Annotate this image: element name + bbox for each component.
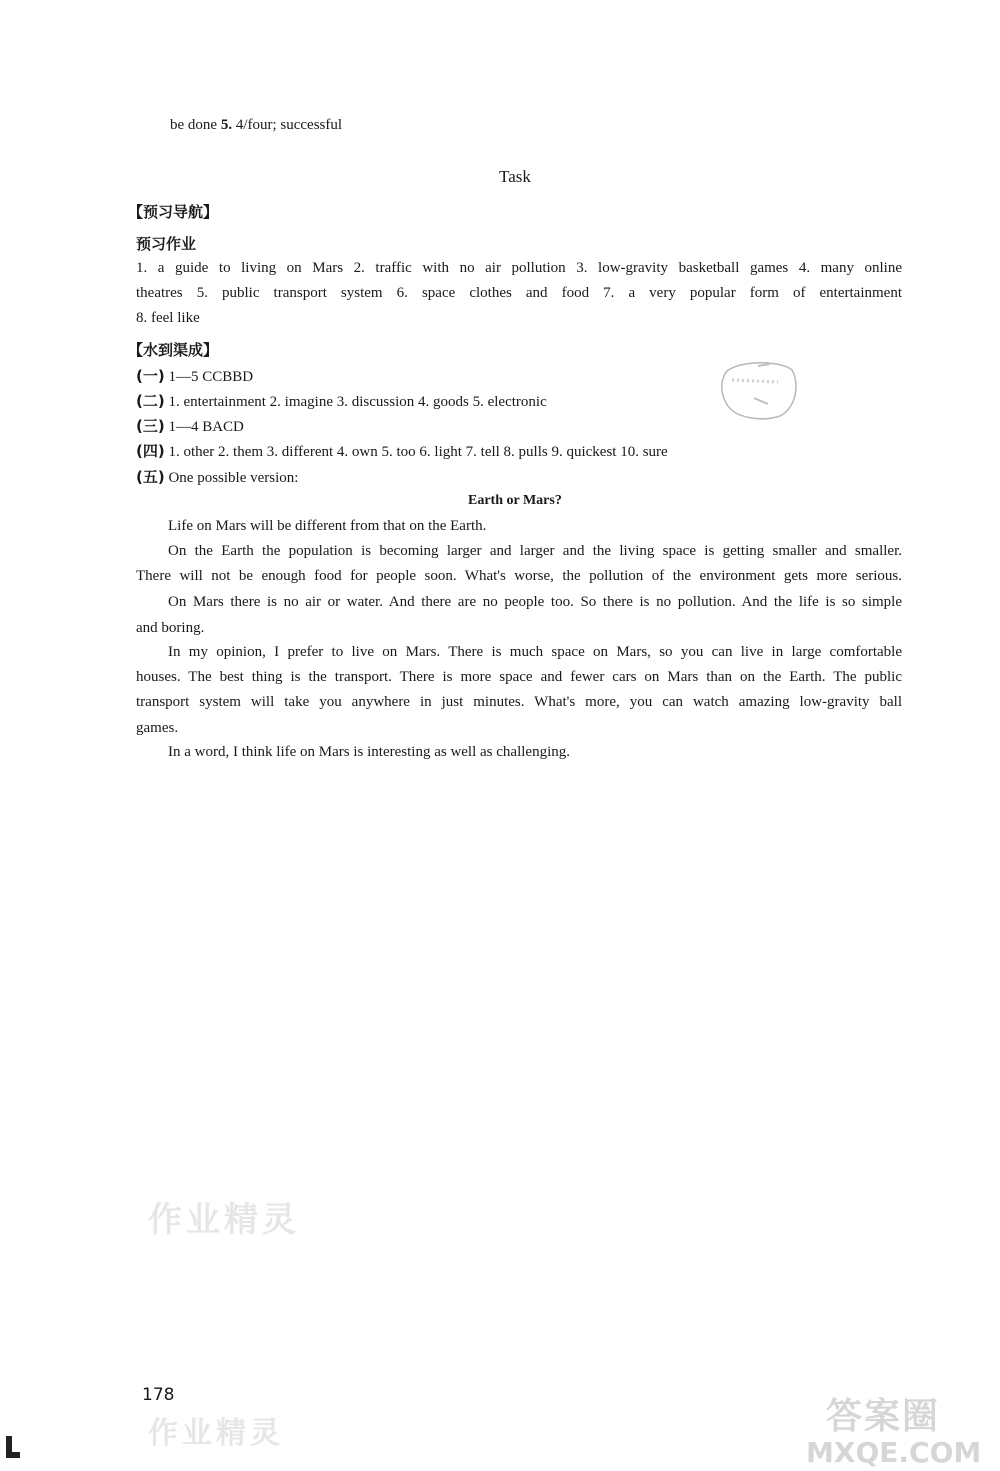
continuation-line <box>170 115 342 135</box>
watermark-logo: 作业精灵 <box>148 1200 300 1240</box>
stamp-image <box>718 358 800 422</box>
watermark-answer-logo: 答案圈 <box>826 1396 941 1437</box>
section-title: Task <box>499 167 531 186</box>
essay-paragraph-3-line-1: On Mars there is no air or water. And there are no people too. So there is no pollution. And the life is so simple <box>168 594 902 610</box>
essay-paragraph-5: In a word, I think life on Mars is interesting as well as challenging. <box>168 744 570 760</box>
preview-line-1: 1. a guide to living on Mars 2. traffic with no air pollution 3. low-gravity basketball games 4. many online <box>136 260 902 276</box>
essay-paragraph-2-line-1: On the Earth the population is becoming larger and larger and the living space is getting smaller and smaller. <box>168 543 902 559</box>
answer-row-5 <box>136 467 298 488</box>
essay-paragraph-3-line-2: and boring. <box>136 620 205 636</box>
answer-text: 1. other 2. them 3. different 4. own 5. too 6. light 7. tell 8. pulls 9. quickest 10. sure <box>164 444 668 460</box>
answer-row-3 <box>136 416 244 437</box>
preview-line-2: theatres 5. public transport system 6. space clothes and food 7. a very popular form of entertainment <box>136 285 902 301</box>
answer-text: 1—5 CCBBD <box>164 369 254 385</box>
essay-title: Earth or Mars? <box>468 493 562 508</box>
answer-label: (一) <box>136 367 165 385</box>
page-number: 178 <box>142 1385 175 1405</box>
answer-text: 1. entertainment 2. imagine 3. discussion 4. goods 5. electronic <box>164 394 547 410</box>
heading-practice: 【水到渠成】 <box>128 341 219 359</box>
answer-row-1 <box>136 366 253 387</box>
answer-label: (二) <box>136 392 165 410</box>
watermark-logo-bottom: 作业精灵 <box>148 1416 284 1451</box>
continuation-pre: be done <box>170 117 221 133</box>
watermark-site: MXQE.COM <box>806 1436 982 1469</box>
answer-label: (三) <box>136 417 165 435</box>
continuation-number: 5. <box>220 117 233 133</box>
answer-text: 1—4 BACD <box>164 419 244 435</box>
essay-paragraph-4-line-3: transport system will take you anywhere in just minutes. What's more, you can watch amazing low-gravity ball <box>136 694 902 710</box>
essay-paragraph-2-line-2: There will not be enough food for people soon. What's worse, the pollution of the environment gets more serious. <box>136 568 902 584</box>
answer-row-2 <box>136 391 547 412</box>
answer-label: (五) <box>136 468 165 486</box>
essay-paragraph-4-line-4: games. <box>136 720 179 736</box>
essay-paragraph-4-line-1: In my opinion, I prefer to live on Mars. There is much space on Mars, so you can live in large comfortable <box>168 644 902 660</box>
continuation-rest: 4/four; successful <box>232 117 343 133</box>
heading-preview-homework: 预习作业 <box>136 235 197 253</box>
heading-preview-guide: 【预习导航】 <box>128 203 219 221</box>
answer-row-4 <box>136 441 668 462</box>
answer-label: (四) <box>136 442 165 460</box>
answer-text: One possible version: <box>164 470 299 486</box>
essay-paragraph-1: Life on Mars will be different from that on the Earth. <box>168 518 487 534</box>
essay-paragraph-4-line-2: houses. The best thing is the transport. There is more space and fewer cars on Mars than on the Earth. The public <box>136 669 902 685</box>
corner-mark-foot <box>6 1452 20 1458</box>
preview-line-3: 8. feel like <box>136 310 200 326</box>
